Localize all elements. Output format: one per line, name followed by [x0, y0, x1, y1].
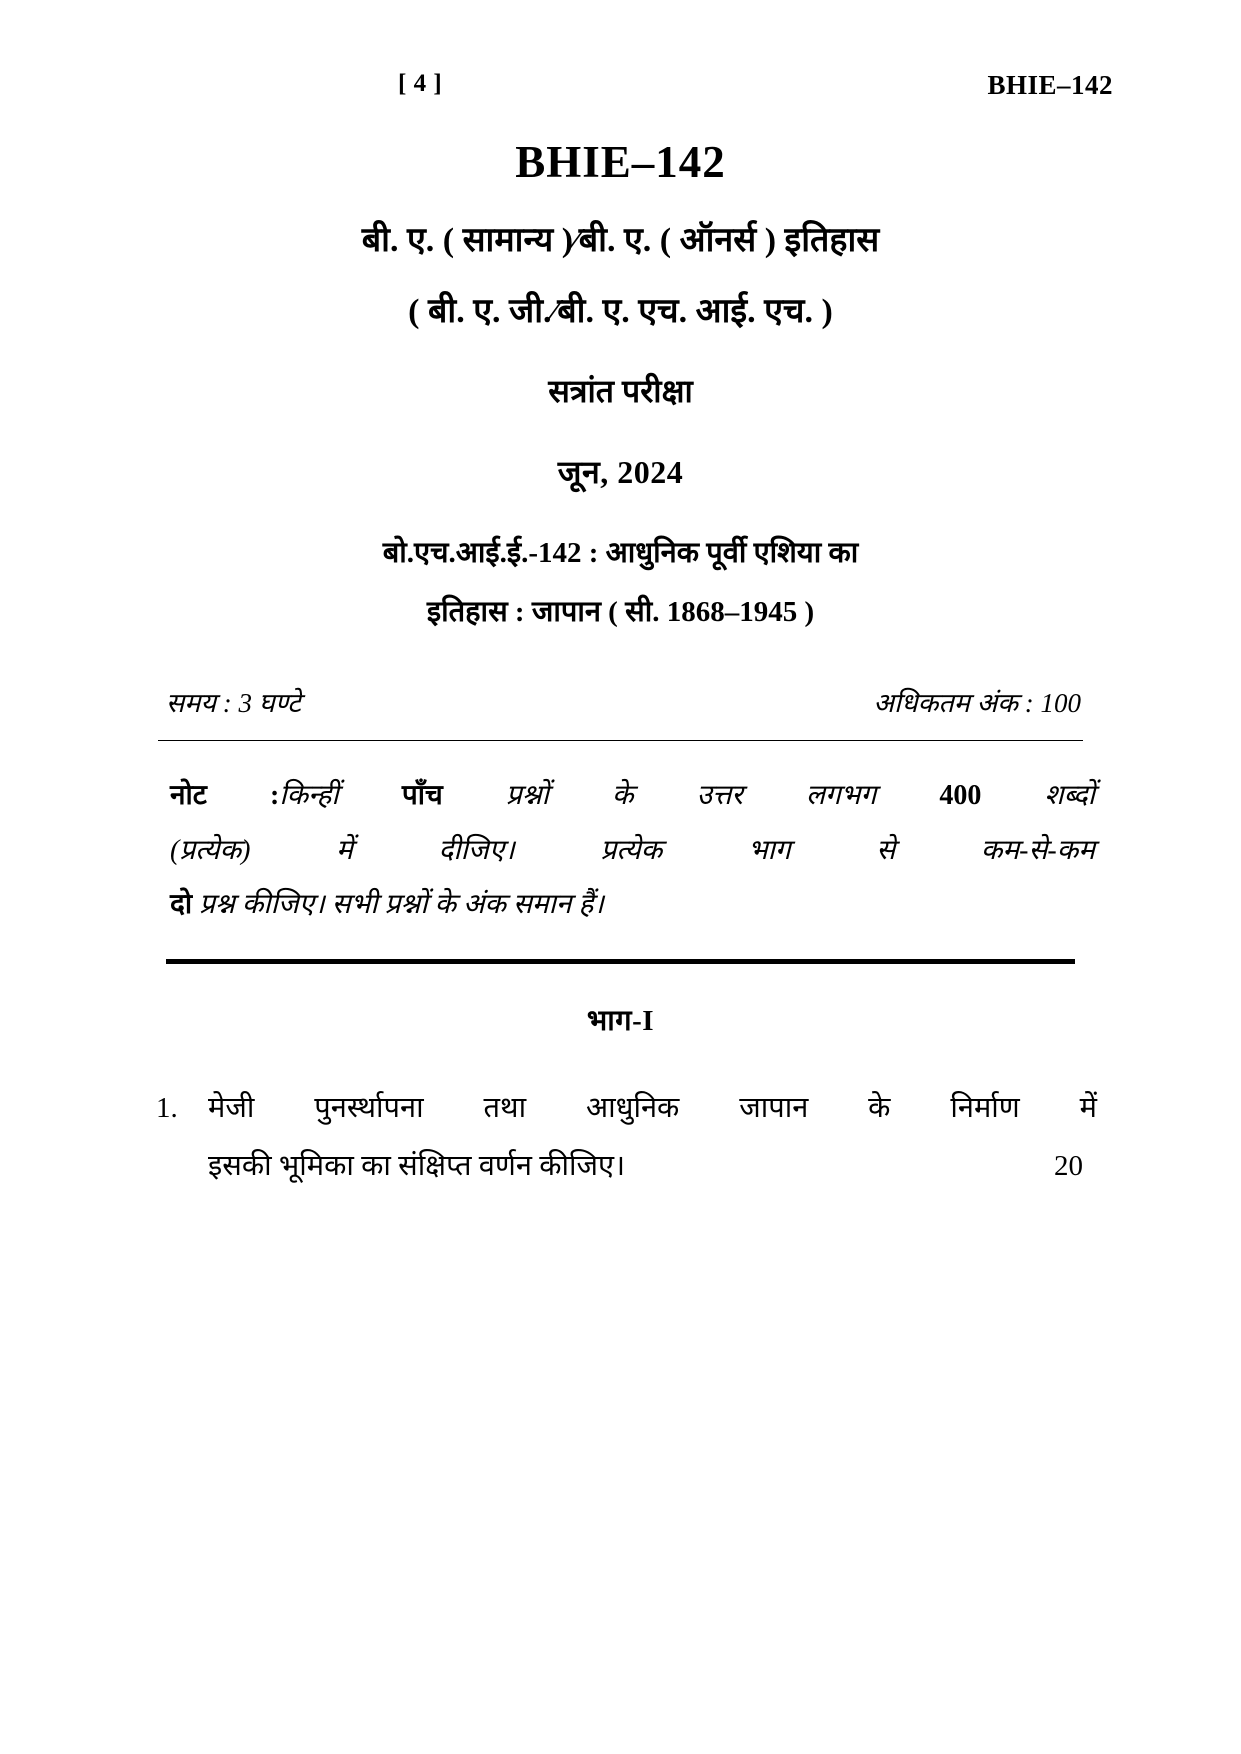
exam-name: सत्रांत परीक्षा — [548, 373, 693, 410]
running-head-course-code: BHIE–142 — [987, 70, 1113, 100]
section-heading: भाग-I — [586, 1004, 655, 1037]
note-label: नोट : — [170, 780, 280, 812]
note-line-2: (प्रत्येक) में दीजिए। प्रत्येक भाग से कम-से-कम — [170, 834, 1095, 866]
divider-double — [166, 959, 1075, 964]
note-line-1-text-c: प्रश्नों के उत्तर लगभग — [442, 780, 940, 812]
note-line-3-text: प्रश्न कीजिए। सभी प्रश्नों के अंक समान हैं। — [192, 889, 604, 921]
page-number: [ 4 ] — [398, 70, 443, 97]
note-line-1-text-a: किन्हीं — [279, 780, 402, 812]
programme-line-2: ( बी. ए. जी.⁄बी. ए. एच. आई. एच. ) — [408, 293, 833, 331]
title-block — [118, 138, 1123, 635]
paper-title-line-2: इतिहास : जापान ( सी. 1868–1945 ) — [426, 596, 815, 629]
question-line-2-row — [208, 1137, 1097, 1195]
programme-line-1: बी. ए. ( सामान्य )⁄बी. ए. ( ऑनर्स ) इतिहास — [361, 221, 880, 259]
document-code: BHIE–142 — [515, 137, 726, 187]
exam-session: जून, 2024 — [557, 454, 684, 491]
question-number: 1. — [156, 1091, 178, 1124]
note-line-1-text-e: शब्दों — [981, 780, 1096, 812]
running-head — [118, 70, 1123, 114]
note-emphasis-two: दो — [170, 889, 193, 921]
note-emphasis-five: पाँच — [401, 780, 443, 812]
exam-meta-row — [118, 683, 1123, 720]
note-line-3 — [170, 878, 1095, 933]
question-item — [156, 1079, 1097, 1195]
question-line-2: इसकी भूमिका का संक्षिप्त वर्णन कीजिए। — [208, 1149, 626, 1182]
note-block — [118, 769, 1123, 933]
note-emphasis-words-count: 400 — [939, 780, 982, 812]
divider-thin — [158, 740, 1083, 741]
question-line-1: मेजी पुनर्स्थापना तथा आधुनिक जापान के निर्माण में — [208, 1091, 1097, 1124]
question-body — [208, 1079, 1097, 1195]
time-allowed: समय : 3 घण्टे — [166, 688, 301, 719]
maximum-marks: अधिकतम अंक : 100 — [873, 688, 1081, 719]
paper-title-line-1: बो.एच.आई.ई.-142 : आधुनिक पूर्वी एशिया का — [382, 537, 859, 570]
question-list — [118, 1079, 1123, 1195]
question-marks: 20 — [1054, 1149, 1083, 1182]
note-line-1 — [170, 769, 1095, 824]
